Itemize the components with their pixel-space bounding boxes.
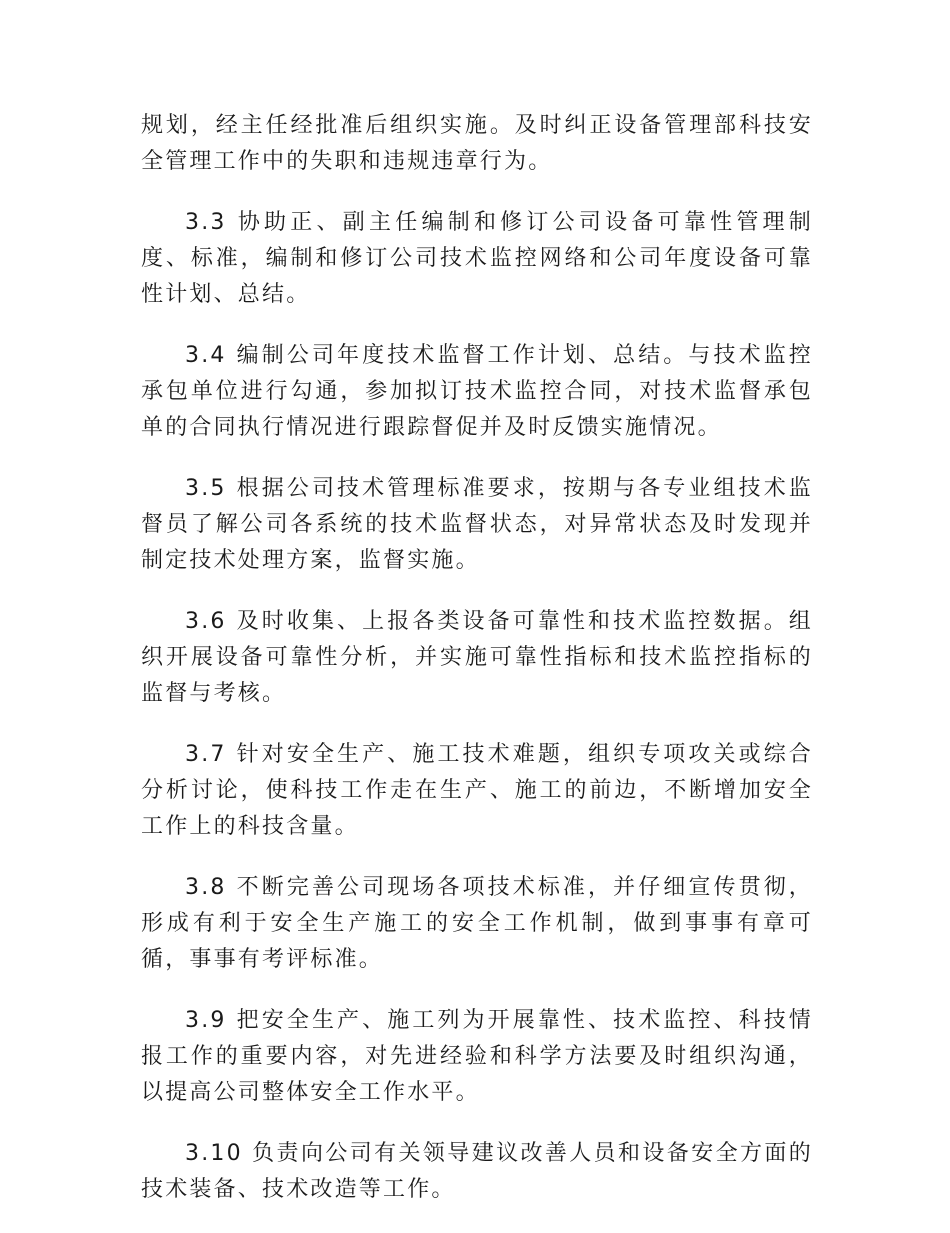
paragraph-3-3: 3.3 协助正、副主任编制和修订公司设备可靠性管理制度、标准，编制和修订公司技术监控网络和公司年度设备可靠性计划、总结。 [141, 210, 813, 307]
document-body [141, 108, 813, 1233]
paragraph-3-9: 3.9 把安全生产、施工列为开展靠性、技术监控、科技情报工作的重要内容，对先进经验和科学方法要及时组织沟通，以提高公司整体安全工作水平。 [141, 1008, 813, 1105]
paragraph-3-7: 3.7 针对安全生产、施工技术难题，组织专项攻关或综合分析讨论，使科技工作走在生产、施工的前边，不断增加安全工作上的科技含量。 [141, 742, 813, 839]
paragraph-continuation: 规划，经主任经批准后组织实施。及时纠正设备管理部科技安全管理工作中的失职和违规违章行为。 [141, 113, 813, 174]
paragraph-3-10: 3.10 负责向公司有关领导建议改善人员和设备安全方面的技术装备、技术改造等工作。 [141, 1141, 813, 1202]
paragraph-3-6: 3.6 及时收集、上报各类设备可靠性和技术监控数据。组织开展设备可靠性分析，并实施可靠性指标和技术监控指标的监督与考核。 [141, 609, 813, 706]
paragraph-3-8: 3.8 不断完善公司现场各项技术标准，并仔细宣传贯彻，形成有利于安全生产施工的安全工作机制，做到事事有章可循，事事有考评标准。 [141, 875, 813, 972]
paragraph-3-4: 3.4 编制公司年度技术监督工作计划、总结。与技术监控承包单位进行勾通，参加拟订技术监控合同，对技术监督承包单的合同执行情况进行跟踪督促并及时反馈实施情况。 [141, 343, 813, 440]
paragraph-3-5: 3.5 根据公司技术管理标准要求，按期与各专业组技术监督员了解公司各系统的技术监督状态，对异常状态及时发现并制定技术处理方案，监督实施。 [141, 476, 813, 573]
